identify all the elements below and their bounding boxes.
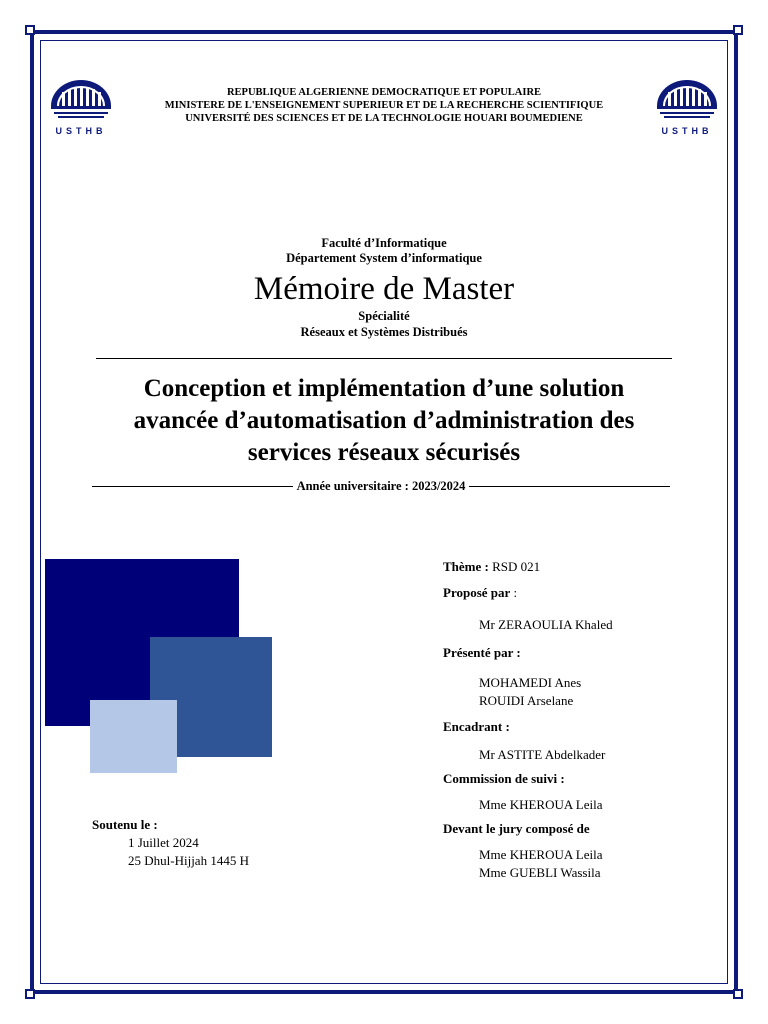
- defense-hijri-date: 25 Dhul-Hijjah 1445 H: [128, 853, 249, 868]
- header-line-university: UNIVERSITÉ DES SCIENCES ET DE LA TECHNOLOGIE HOUARI BOUMEDIENE: [185, 113, 583, 124]
- department-name: Département System d’informatique: [286, 251, 482, 265]
- decorative-square-light: [90, 700, 177, 773]
- jury-member: Mme KHEROUA Leila: [479, 847, 603, 862]
- thesis-title-line: avancée d’automatisation d’administration des: [133, 407, 635, 434]
- supervisor-label: Encadrant :: [443, 719, 510, 734]
- theme-row: [443, 558, 713, 576]
- academic-year-row: [92, 478, 670, 494]
- presented-name: MOHAMEDI Anes: [479, 675, 582, 690]
- thesis-title-line: services réseaux sécurisés: [247, 439, 521, 466]
- proposed-row: [443, 584, 713, 602]
- faculty-block: [60, 236, 708, 266]
- theme-label: Thème :: [443, 559, 489, 574]
- specialty-label: Spécialité: [358, 309, 410, 323]
- thesis-title: [60, 373, 708, 469]
- supervisor-name: Mr ASTITE Abdelkader: [479, 747, 606, 762]
- header-line-republic: REPUBLIQUE ALGERIENNE DEMOCRATIQUE ET POPULAIRE: [226, 87, 542, 98]
- usthb-logo-icon: [652, 76, 722, 122]
- usthb-logo-icon: [46, 76, 116, 122]
- presented-label: Présenté par :: [443, 645, 521, 660]
- usthb-logo-right: [652, 76, 722, 136]
- border-corner: [733, 25, 743, 35]
- defense-date: 1 Juillet 2024: [128, 835, 199, 850]
- logo-caption: USTHB: [55, 126, 107, 136]
- defense-block: [92, 816, 249, 870]
- header-line-ministry: MINISTERE DE L'ENSEIGNEMENT SUPERIEUR ET DE LA RECHERCHE SCIENTIFIQUE: [164, 100, 604, 111]
- academic-year: Année universitaire : 2023/2024: [293, 479, 470, 493]
- faculty-name: Faculté d’Informatique: [321, 236, 447, 250]
- proposed-label: Proposé par: [443, 585, 511, 600]
- institution-header: [110, 86, 658, 125]
- commission-name: Mme KHEROUA Leila: [479, 797, 603, 812]
- thesis-title-line: Conception et implémentation d’une solution: [143, 375, 625, 402]
- border-corner: [25, 25, 35, 35]
- border-corner: [733, 989, 743, 999]
- document-title: Mémoire de Master: [253, 271, 515, 307]
- specialty-block: [60, 308, 708, 340]
- defense-label: Soutenu le :: [92, 817, 158, 832]
- thesis-details: [443, 558, 713, 882]
- theme-value: RSD 021: [492, 559, 541, 574]
- proposed-value: Mr ZERAOULIA Khaled: [479, 617, 613, 632]
- presented-name: ROUIDI Arselane: [479, 693, 574, 708]
- jury-label: Devant le jury composé de: [443, 821, 590, 836]
- usthb-logo-left: [46, 76, 116, 136]
- jury-member: Mme GUEBLI Wassila: [479, 865, 601, 880]
- logo-caption: USTHB: [661, 126, 713, 136]
- commission-label: Commission de suivi :: [443, 771, 565, 786]
- proposed-suffix: :: [510, 585, 518, 600]
- border-corner: [25, 989, 35, 999]
- divider-line: [96, 358, 672, 359]
- specialty-name: Réseaux et Systèmes Distribués: [300, 325, 468, 339]
